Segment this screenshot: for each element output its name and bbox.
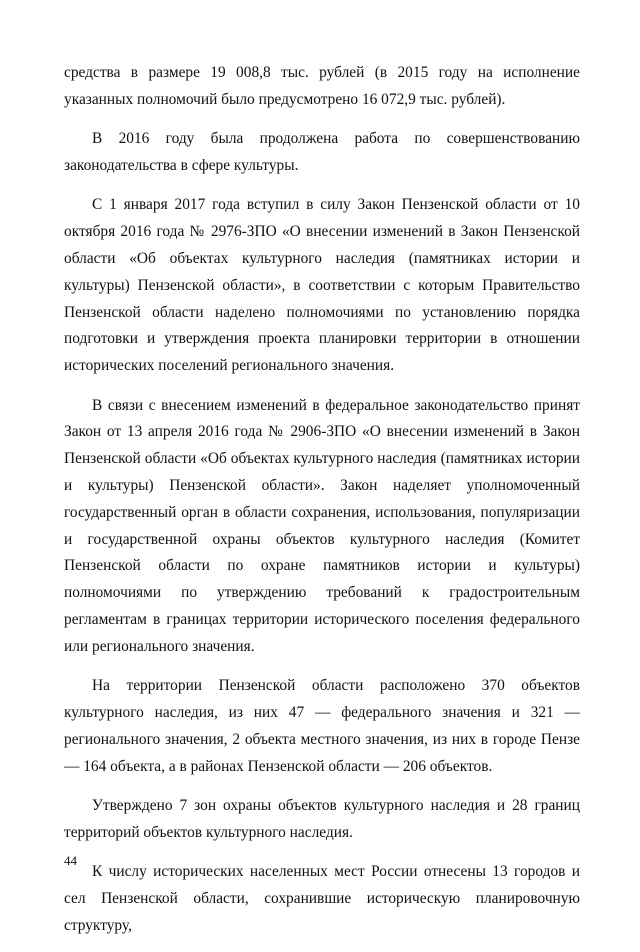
page-number: 44: [64, 853, 77, 868]
paragraph-law-2976: С 1 января 2017 года вступил в силу Закон Пензенской области от 10 октября 2016 года № 2976-ЗПО «О внесении изменений в Закон Пензенской области «Об объектах культурного наследия (памятниках истории и культуры) Пензенской области», в соответствии с которым Правительство Пензенской области наделено полномочиями по установлению порядка подготовки и утверждения проекта планировки территории в отношении исторических поселений регионального значения.: [64, 196, 580, 375]
paragraph-historic-settlements: К числу исторических населенных мест России отнесены 13 городов и сел Пензенской области, сохранившие историческую планировочную структуру,: [64, 863, 580, 934]
paragraph-continuation: средства в размере 19 008,8 тыс. рублей (в 2015 году на исполнение указанных полномочий было предусмотрено 16 072,9 тыс. рублей).: [64, 64, 580, 108]
paragraph-protection-zones: Утверждено 7 зон охраны объектов культурного наследия и 28 границ территорий объектов культурного наследия.: [64, 796, 580, 841]
body-text: [64, 60, 580, 952]
paragraph-legislation-work: В 2016 году была продолжена работа по совершенствованию законодательства в сфере культуры.: [64, 130, 580, 174]
paragraph-law-2906: В связи с внесением изменений в федеральное законодательство принят Закон от 13 апреля 2016 года № 2906-ЗПО «О внесении изменений в Закон Пензенской области «Об объектах культурного наследия (памятниках истории и культуры) Пензенской области». Закон наделяет уполномоченный государственный орган в области сохранения, использования, популяризации и государственной охраны объектов культурного наследия (Комитет Пензенской области по охране памятников истории и культуры) полномочиями по утверждению требований к градостроительным регламентам в границах территории исторического поселения федерального или регионального значения.: [64, 396, 580, 655]
paragraph-heritage-objects: На территории Пензенской области расположено 370 объектов культурного наследия, из них 47 — федерального значения и 321 — регионального значения, 2 объекта местного значения, из них в городе Пензе — 164 объекта, а в районах Пензенской области — 206 объектов.: [64, 677, 580, 775]
